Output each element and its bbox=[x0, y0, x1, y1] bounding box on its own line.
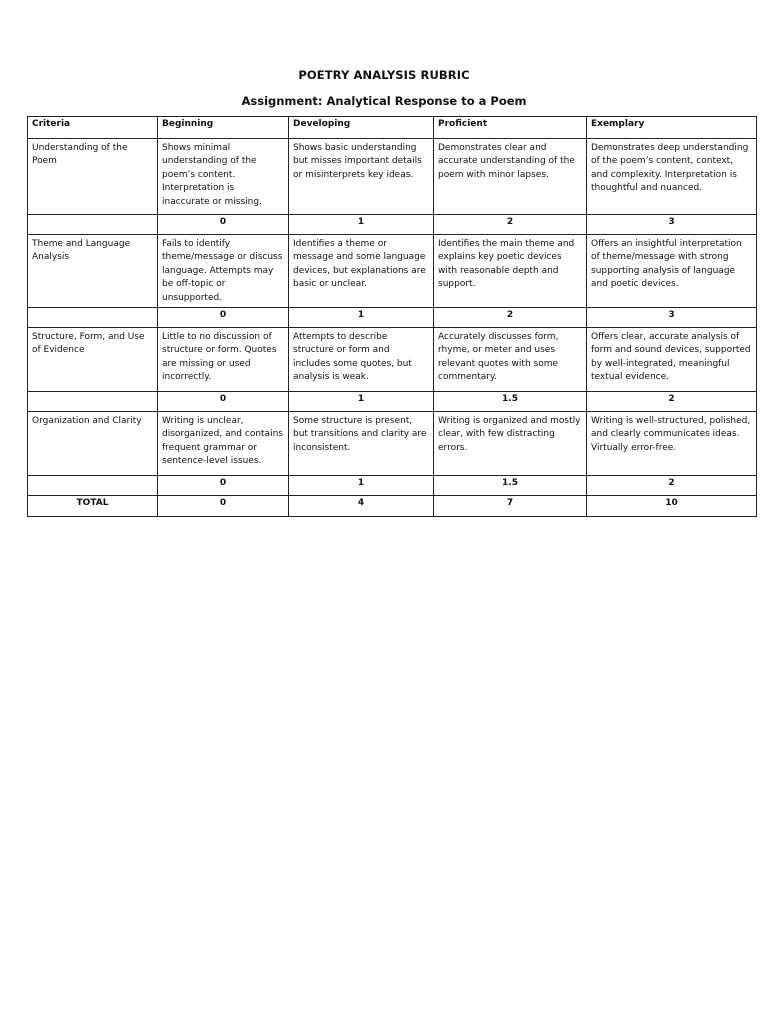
score-beginning: 0 bbox=[158, 308, 289, 328]
score-proficient: 1.5 bbox=[434, 392, 587, 412]
description-exemplary: Offers an insightful interpretation of theme/message with strong supporting analysis of language and poetic devices. bbox=[587, 235, 757, 308]
header-row bbox=[28, 117, 757, 139]
score-proficient: 1.5 bbox=[434, 476, 587, 496]
criterion-name: Structure, Form, and Use of Evidence bbox=[28, 328, 158, 392]
table-row bbox=[28, 328, 757, 392]
score-spacer bbox=[28, 215, 158, 235]
description-developing: Shows basic understanding but misses important details or misinterprets key ideas. bbox=[289, 139, 434, 215]
header-exemplary: Exemplary bbox=[587, 117, 757, 139]
total-proficient: 7 bbox=[434, 496, 587, 517]
description-exemplary: Writing is well-structured, polished, and clearly communicates ideas. Virtually error-free. bbox=[587, 412, 757, 476]
score-spacer bbox=[28, 308, 158, 328]
description-developing: Attempts to describe structure or form and includes some quotes, but analysis is weak. bbox=[289, 328, 434, 392]
description-proficient: Demonstrates clear and accurate understanding of the poem with minor lapses. bbox=[434, 139, 587, 215]
rubric-table bbox=[27, 116, 757, 517]
page-subtitle: Assignment: Analytical Response to a Poem bbox=[241, 94, 527, 108]
total-label: TOTAL bbox=[28, 496, 158, 517]
score-exemplary: 3 bbox=[587, 308, 757, 328]
score-exemplary: 3 bbox=[587, 215, 757, 235]
page-title: POETRY ANALYSIS RUBRIC bbox=[298, 68, 470, 82]
score-row bbox=[28, 392, 757, 412]
total-row bbox=[28, 496, 757, 517]
description-developing: Some structure is present, but transitions and clarity are inconsistent. bbox=[289, 412, 434, 476]
criterion-name: Understanding of the Poem bbox=[28, 139, 158, 215]
header-criteria: Criteria bbox=[28, 117, 158, 139]
description-beginning: Writing is unclear, disorganized, and contains frequent grammar or sentence-level issues. bbox=[158, 412, 289, 476]
header-beginning: Beginning bbox=[158, 117, 289, 139]
score-beginning: 0 bbox=[158, 476, 289, 496]
description-beginning: Shows minimal understanding of the poem’s content. Interpretation is inaccurate or missing. bbox=[158, 139, 289, 215]
score-proficient: 2 bbox=[434, 308, 587, 328]
total-exemplary: 10 bbox=[587, 496, 757, 517]
criterion-name: Organization and Clarity bbox=[28, 412, 158, 476]
score-beginning: 0 bbox=[158, 215, 289, 235]
table-row bbox=[28, 235, 757, 308]
description-proficient: Identifies the main theme and explains key poetic devices with reasonable depth and support. bbox=[434, 235, 587, 308]
description-developing: Identifies a theme or message and some language devices, but explanations are basic or unclear. bbox=[289, 235, 434, 308]
score-spacer bbox=[28, 476, 158, 496]
table-row bbox=[28, 139, 757, 215]
description-beginning: Fails to identify theme/message or discuss language. Attempts may be off-topic or unsupported. bbox=[158, 235, 289, 308]
score-spacer bbox=[28, 392, 158, 412]
score-developing: 1 bbox=[289, 476, 434, 496]
header-proficient: Proficient bbox=[434, 117, 587, 139]
description-exemplary: Offers clear, accurate analysis of form and sound devices, supported by well-integrated, meaningful textual evidence. bbox=[587, 328, 757, 392]
description-proficient: Writing is organized and mostly clear, with few distracting errors. bbox=[434, 412, 587, 476]
total-developing: 4 bbox=[289, 496, 434, 517]
score-proficient: 2 bbox=[434, 215, 587, 235]
header-developing: Developing bbox=[289, 117, 434, 139]
description-proficient: Accurately discusses form, rhyme, or meter and uses relevant quotes with some commentary. bbox=[434, 328, 587, 392]
description-exemplary: Demonstrates deep understanding of the poem’s content, context, and complexity. Interpretation is thoughtful and nuanced. bbox=[587, 139, 757, 215]
score-row bbox=[28, 308, 757, 328]
score-exemplary: 2 bbox=[587, 476, 757, 496]
total-beginning: 0 bbox=[158, 496, 289, 517]
table-row bbox=[28, 412, 757, 476]
criterion-name: Theme and Language Analysis bbox=[28, 235, 158, 308]
score-beginning: 0 bbox=[158, 392, 289, 412]
score-developing: 1 bbox=[289, 392, 434, 412]
score-row bbox=[28, 476, 757, 496]
description-beginning: Little to no discussion of structure or form. Quotes are missing or used incorrectly. bbox=[158, 328, 289, 392]
score-row bbox=[28, 215, 757, 235]
score-exemplary: 2 bbox=[587, 392, 757, 412]
score-developing: 1 bbox=[289, 308, 434, 328]
score-developing: 1 bbox=[289, 215, 434, 235]
